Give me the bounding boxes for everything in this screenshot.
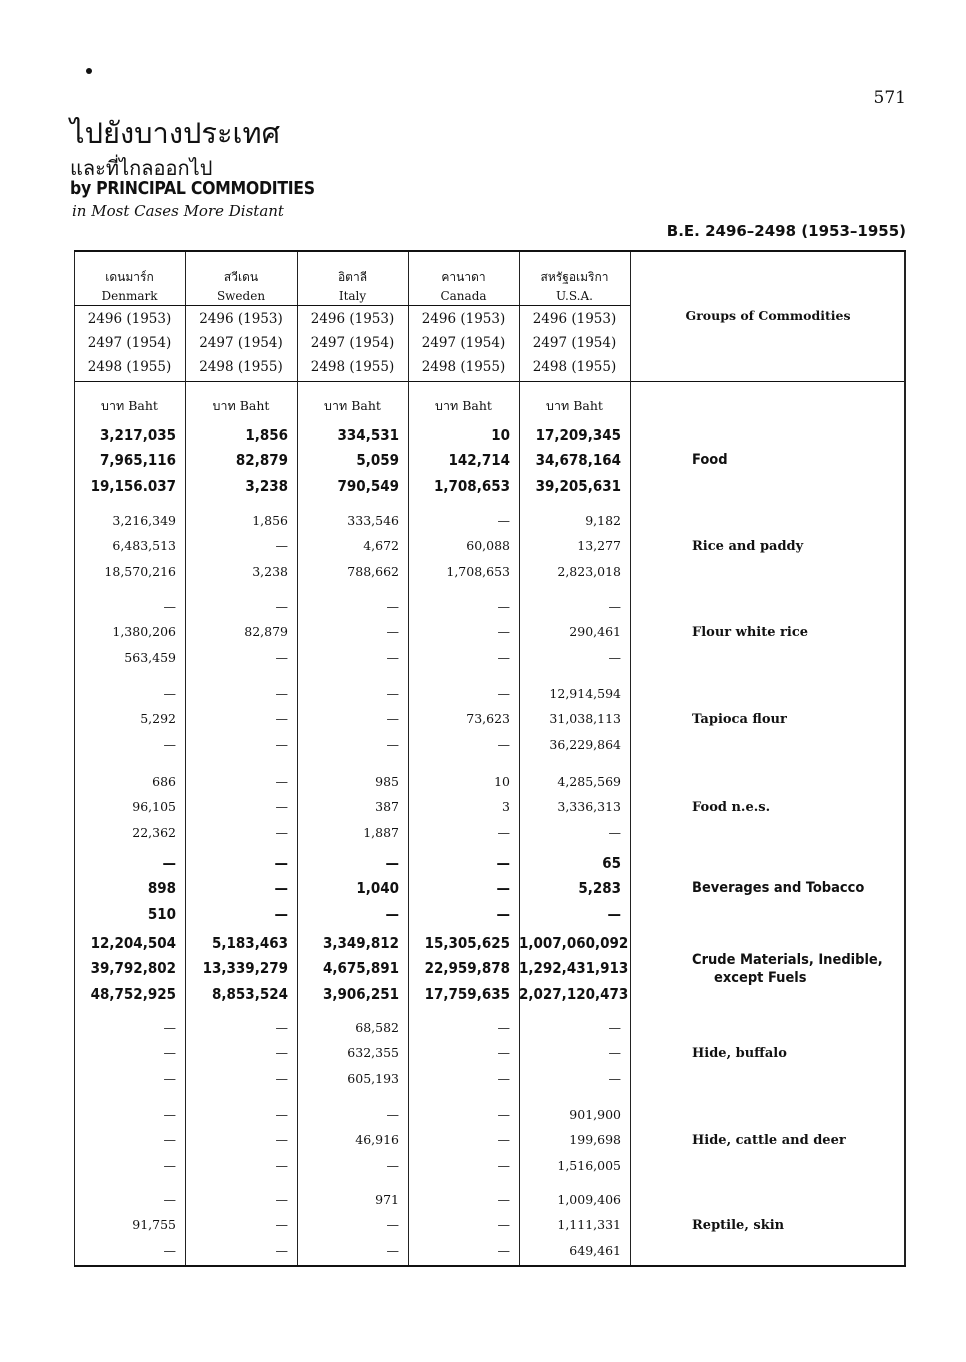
table-cell: 605,193 <box>347 1070 399 1086</box>
group-label: Hide, cattle and deer <box>692 1133 846 1149</box>
table-cell: — <box>497 1242 510 1258</box>
table-cell: 3,217,035 <box>100 426 176 444</box>
table-cell: — <box>162 854 176 872</box>
table-cell: 1,516,005 <box>557 1157 621 1173</box>
table-cell: — <box>275 686 288 701</box>
thai-title-line1: ไปยังบางประเทศ <box>70 116 280 150</box>
year-label: 2498 (1955) <box>421 359 506 375</box>
table-cell: 971 <box>375 1192 399 1207</box>
column-header-thai-italy: อิตาลี <box>337 270 368 284</box>
table-cell: — <box>163 1157 176 1173</box>
table-cell: — <box>163 1132 176 1148</box>
table-cell: 48,752,925 <box>90 984 176 1003</box>
table-cell: 563,459 <box>124 649 176 665</box>
table-cell: 1,040 <box>356 879 399 898</box>
table-cell: — <box>608 1045 621 1061</box>
table-cell: — <box>497 1070 510 1086</box>
table-cell: — <box>497 736 510 752</box>
table-cell: 790,549 <box>337 476 399 495</box>
english-title-line1: by PRINCIPAL COMMODITIES <box>70 179 315 199</box>
table-cell: — <box>274 854 288 872</box>
table-cell: 1,708,653 <box>434 476 510 495</box>
group-label: Beverages and Tobacco <box>692 880 865 897</box>
table-cell: — <box>163 1107 176 1122</box>
table-cell: — <box>608 649 621 665</box>
column-header-thai-denmark: เดนมาร์ก <box>105 270 154 284</box>
table-cell: 6,483,513 <box>112 538 176 554</box>
column-header-thai-sweden: สวีเดน <box>223 270 259 284</box>
table-cell: — <box>274 879 288 898</box>
group-label: Food <box>692 452 728 469</box>
table-cell: 1,856 <box>245 426 288 444</box>
table-cell: 7,965,116 <box>100 451 176 470</box>
table-cell: 3 <box>502 799 510 815</box>
table-cell: 34,678,164 <box>535 451 621 470</box>
table-cell: 2,823,018 <box>557 563 621 579</box>
table-cell: 1,009,406 <box>557 1192 621 1207</box>
table-cell: — <box>497 1045 510 1061</box>
table-cell: — <box>608 824 621 840</box>
table-cell: — <box>386 1107 399 1122</box>
table-cell: — <box>275 1045 288 1061</box>
unit-label: บาท Baht <box>212 398 270 413</box>
group-label: Crude Materials, Inedible, <box>692 952 883 969</box>
country-underline <box>74 305 630 306</box>
table-cell: 199,698 <box>569 1132 621 1148</box>
table-cell: 898 <box>147 879 176 898</box>
table-cell: — <box>275 599 288 614</box>
table-cell: — <box>386 1242 399 1258</box>
table-cell: 65 <box>602 854 621 872</box>
table-cell: 3,349,812 <box>323 934 399 952</box>
table-cell: 12,204,504 <box>90 934 176 952</box>
table-cell: — <box>386 1217 399 1233</box>
table-cell: — <box>163 1070 176 1086</box>
table-cell: 1,111,331 <box>557 1217 621 1233</box>
group-label: Flour white rice <box>692 625 809 641</box>
table-cell: — <box>608 599 621 614</box>
table-cell: 5,292 <box>140 711 176 727</box>
table-cell: — <box>386 599 399 614</box>
table-cell: — <box>497 1192 510 1207</box>
table-cell: 5,283 <box>578 879 621 898</box>
table-cell: 2,027,120,473 <box>519 984 629 1003</box>
table-cell: — <box>497 686 510 701</box>
table-cell: — <box>163 736 176 752</box>
table-cell: — <box>497 599 510 614</box>
table-cell: 3,238 <box>252 563 288 579</box>
table-cell: — <box>497 624 510 640</box>
group-label: Rice and paddy <box>692 539 804 555</box>
table-cell: 10 <box>494 774 510 789</box>
table-cell: 18,570,216 <box>104 563 176 579</box>
year-label: 2497 (1954) <box>310 335 395 351</box>
table-cell: — <box>497 1217 510 1233</box>
table-cell: 3,216,349 <box>112 513 176 528</box>
table-cell: 142,714 <box>448 451 510 470</box>
column-header-denmark: Denmark <box>101 289 158 303</box>
thai-title-line2: และที่ไกลออกไป <box>70 156 213 180</box>
table-cell: — <box>497 513 510 528</box>
table-cell: — <box>275 1217 288 1233</box>
table-cell: — <box>386 736 399 752</box>
table-cell: 13,339,279 <box>202 959 288 978</box>
year-label: 2497 (1954) <box>87 335 172 351</box>
table-cell: — <box>385 854 399 872</box>
table-cell: 1,007,060,092 <box>519 934 629 952</box>
unit-label: บาท Baht <box>101 398 158 413</box>
year-label: 2498 (1955) <box>199 359 283 375</box>
table-cell: 4,285,569 <box>557 774 621 789</box>
year-label: 2497 (1954) <box>421 335 506 351</box>
table-cell: 68,582 <box>355 1020 399 1035</box>
unit-label: บาท Baht <box>546 398 603 413</box>
table-cell: 82,879 <box>244 624 288 640</box>
table-cell: 19,156.037 <box>90 476 176 495</box>
table-cell: 10 <box>491 426 510 444</box>
table-cell: — <box>497 1132 510 1148</box>
table-cell: 8,853,524 <box>212 984 288 1003</box>
table-cell: 17,759,635 <box>424 984 510 1003</box>
table-cell: — <box>497 824 510 840</box>
table-cell: 1,887 <box>363 824 399 840</box>
table-cell: 632,355 <box>347 1045 399 1061</box>
table-cell: 13,277 <box>577 538 621 554</box>
table-cell: — <box>496 854 510 872</box>
table-bottom-rule <box>74 1265 906 1267</box>
table-cell: — <box>386 711 399 727</box>
table-cell: 17,209,345 <box>535 426 621 444</box>
table-cell: — <box>497 649 510 665</box>
table-cell: 9,182 <box>585 513 621 528</box>
year-label: 2498 (1955) <box>87 359 172 375</box>
year-label: 2496 (1953) <box>87 311 172 327</box>
table-cell: — <box>386 686 399 701</box>
period-label: B.E. 2496–2498 (1953–1955) <box>666 222 906 240</box>
table-cell: 91,755 <box>132 1217 176 1233</box>
page-number: 571 <box>873 88 906 108</box>
table-cell: — <box>275 1242 288 1258</box>
table-cell: 96,105 <box>132 799 176 815</box>
table-cell: 15,305,625 <box>424 934 510 952</box>
year-label: 2498 (1955) <box>532 359 617 375</box>
table-cell: 788,662 <box>347 563 399 579</box>
table-cell: — <box>275 649 288 665</box>
column-header-usa: U.S.A. <box>556 289 593 303</box>
table-cell: 31,038,113 <box>549 711 621 727</box>
group-label: Hide, buffalo <box>692 1046 787 1062</box>
column-header-thai-canada: คานาดา <box>441 270 486 284</box>
table-cell: 334,531 <box>337 426 399 444</box>
table-cell: — <box>496 879 510 898</box>
table-cell: — <box>386 624 399 640</box>
table-cell: — <box>275 774 288 789</box>
table-cell: — <box>275 1020 288 1035</box>
table-cell: — <box>497 1107 510 1122</box>
table-cell: 3,336,313 <box>557 799 621 815</box>
year-label: 2497 (1954) <box>532 335 617 351</box>
table-cell: — <box>497 1020 510 1035</box>
table-cell: 5,059 <box>356 451 399 470</box>
table-cell: 22,959,878 <box>424 959 510 978</box>
table-cell: — <box>274 904 288 923</box>
table-cell: 1,856 <box>252 513 288 528</box>
table-cell: — <box>275 538 288 554</box>
table-cell: — <box>497 1157 510 1173</box>
table-cell: 4,672 <box>363 538 399 554</box>
table-cell: 12,914,594 <box>549 686 621 701</box>
unit-label: บาท Baht <box>435 398 492 413</box>
table-cell: — <box>275 799 288 815</box>
english-title-line2: in Most Cases More Distant <box>72 202 284 220</box>
table-cell: — <box>386 649 399 665</box>
table-cell: 649,461 <box>569 1242 621 1258</box>
table-cell: 73,623 <box>466 711 510 727</box>
bullet-mark <box>86 68 92 74</box>
year-label: 2497 (1954) <box>199 335 283 351</box>
table-cell: — <box>275 1132 288 1148</box>
table-cell: 3,238 <box>245 476 288 495</box>
table-cell: — <box>163 1045 176 1061</box>
table-cell: 387 <box>375 799 399 815</box>
table-cell: — <box>608 1070 621 1086</box>
table-cell: 5,183,463 <box>212 934 288 952</box>
column-rule-5 <box>630 252 631 1265</box>
column-header-thai-usa: สหรัฐอเมริกา <box>540 270 609 284</box>
table-cell: — <box>275 1107 288 1122</box>
table-cell: 510 <box>147 904 176 923</box>
table-cell: 985 <box>375 774 399 789</box>
table-cell: — <box>163 686 176 701</box>
table-cell: — <box>608 1020 621 1035</box>
table-cell: 686 <box>152 774 176 789</box>
table-cell: — <box>386 1157 399 1173</box>
table-cell: 46,916 <box>355 1132 399 1148</box>
group-label: Reptile, skin <box>692 1218 785 1234</box>
table-cell: — <box>275 824 288 840</box>
table-cell: — <box>275 1192 288 1207</box>
header-bottom-rule <box>74 381 906 382</box>
table-cell: 60,088 <box>466 538 510 554</box>
unit-label: บาท Baht <box>324 398 381 413</box>
table-cell: 1,708,653 <box>446 563 510 579</box>
table-cell: 22,362 <box>132 824 176 840</box>
table-cell: — <box>163 1020 176 1035</box>
group-label: Tapioca flour <box>692 712 787 728</box>
table-cell: — <box>275 1070 288 1086</box>
table-cell: — <box>275 1157 288 1173</box>
table-cell: — <box>385 904 399 923</box>
table-cell: — <box>275 736 288 752</box>
year-label: 2496 (1953) <box>199 311 283 327</box>
table-cell: 290,461 <box>569 624 621 640</box>
table-cell: — <box>275 711 288 727</box>
table-cell: 4,675,891 <box>323 959 399 978</box>
year-label: 2496 (1953) <box>421 311 506 327</box>
table-cell: 36,229,864 <box>549 736 621 752</box>
column-header-canada: Canada <box>440 289 487 303</box>
table-cell: — <box>496 904 510 923</box>
groups-of-commodities-header: Groups of Commodities <box>685 308 851 323</box>
table-top-rule <box>74 250 906 252</box>
table-cell: 901,900 <box>569 1107 621 1122</box>
year-label: 2496 (1953) <box>532 311 617 327</box>
table-cell: 1,380,206 <box>112 624 176 640</box>
year-label: 2496 (1953) <box>310 311 395 327</box>
table-cell: 82,879 <box>235 451 288 470</box>
table-cell: — <box>163 1192 176 1207</box>
table-cell: 39,205,631 <box>535 476 621 495</box>
table-cell: 1,292,431,913 <box>519 959 629 978</box>
table-cell: 3,906,251 <box>323 984 399 1003</box>
table-cell: 333,546 <box>347 513 399 528</box>
column-header-sweden: Sweden <box>216 289 266 303</box>
column-header-italy: Italy <box>338 289 367 303</box>
table-cell: — <box>163 1242 176 1258</box>
table-cell: — <box>163 599 176 614</box>
year-label: 2498 (1955) <box>310 359 395 375</box>
group-label: Food n.e.s. <box>692 800 771 816</box>
right-border-rule <box>904 252 906 1265</box>
table-cell: — <box>607 904 621 923</box>
group-label-line2: except Fuels <box>714 970 807 987</box>
table-cell: 39,792,802 <box>90 959 176 978</box>
